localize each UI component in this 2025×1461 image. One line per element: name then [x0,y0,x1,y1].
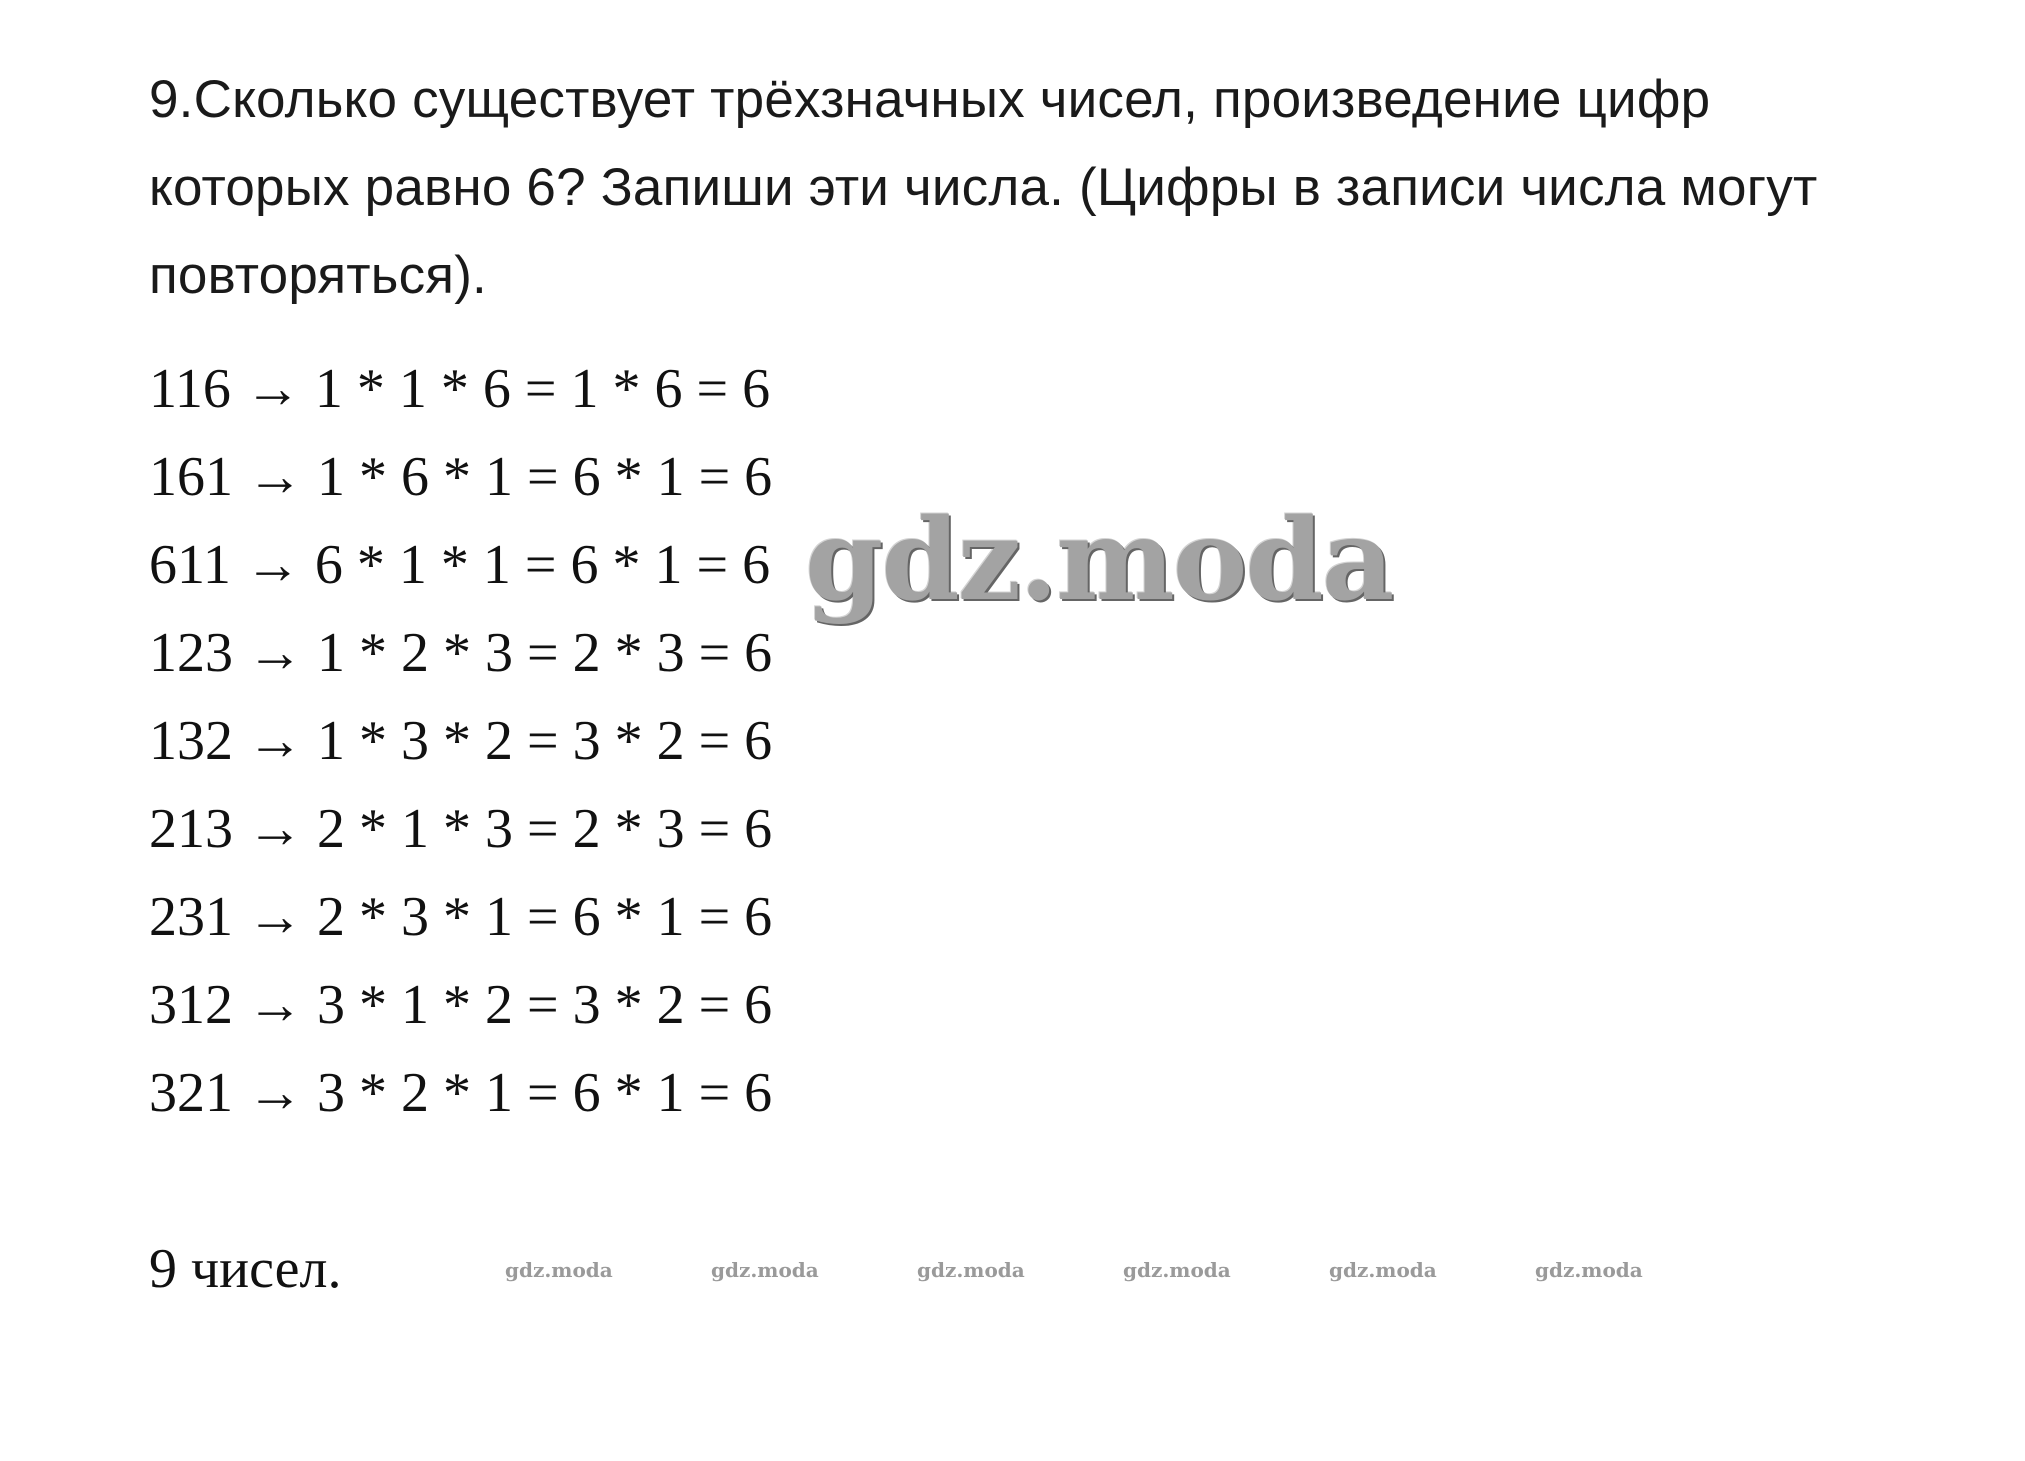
watermark-small: gdz.moda [1329,1258,1437,1282]
question-line: 9.Сколько существует трёхзначных чисел, произведение цифр [149,70,1711,129]
solution-row: 312 → 3 * 1 * 2 = 3 * 2 = 6 [149,974,773,1036]
solution-row: 132 → 1 * 3 * 2 = 3 * 2 = 6 [149,710,773,772]
watermark-small: gdz.moda [505,1258,613,1282]
question-line: которых равно 6? Запиши эти числа. (Цифры в записи числа могут [149,158,1818,217]
solution-row: 161 → 1 * 6 * 1 = 6 * 1 = 6 [149,446,773,508]
solution-row: 123 → 1 * 2 * 3 = 2 * 3 = 6 [149,622,773,684]
solution-row: 611 → 6 * 1 * 1 = 6 * 1 = 6 [149,534,771,596]
solution-row: 321 → 3 * 2 * 1 = 6 * 1 = 6 [149,1062,773,1124]
watermark-small: gdz.moda [1123,1258,1231,1282]
solution-row: 231 → 2 * 3 * 1 = 6 * 1 = 6 [149,886,773,948]
solution-row: 116 → 1 * 1 * 6 = 1 * 6 = 6 [149,358,771,420]
question-line: повторяться). [149,246,487,305]
answer-text: 9 чисел. [149,1238,342,1300]
watermark-small: gdz.moda [917,1258,1025,1282]
question-text [149,56,1909,320]
solution-list [149,345,772,1137]
solution-row: 213 → 2 * 1 * 3 = 2 * 3 = 6 [149,798,773,860]
watermark-small: gdz.moda [1535,1258,1643,1282]
watermark-logo: gdz.moda [805,495,1393,626]
watermark-small: gdz.moda [711,1258,819,1282]
